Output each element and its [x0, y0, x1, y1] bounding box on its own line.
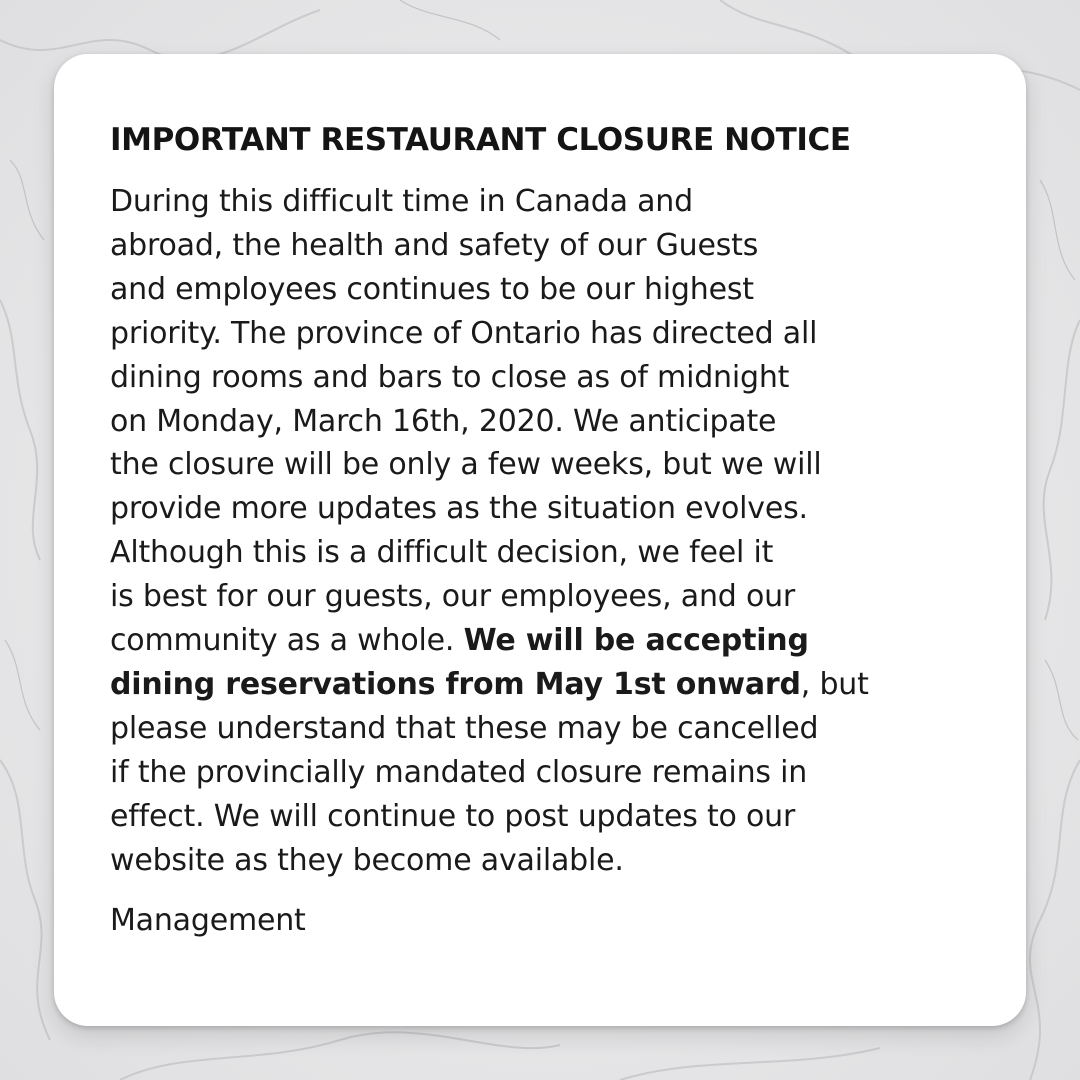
body-line: During this difficult time in Canada and	[110, 184, 693, 219]
body-line: the closure will be only a few weeks, but we will	[110, 447, 822, 483]
reservation-highlight: We will be accepting	[463, 623, 809, 659]
body-line: abroad, the health and safety of our Guests	[110, 227, 759, 263]
body-line-mixed	[110, 619, 970, 663]
body-line: if the provincially mandated closure remains in	[110, 754, 808, 790]
body-line-mixed	[110, 663, 970, 707]
notice-card	[54, 54, 1026, 1026]
body-line: on Monday, March 16th, 2020. We anticipate	[110, 403, 777, 439]
body-text: , but	[800, 666, 869, 702]
body-line: priority. The province of Ontario has directed all	[110, 315, 818, 351]
reservation-highlight: dining reservations from May 1st onward	[110, 666, 801, 702]
notice-title: IMPORTANT RESTAURANT CLOSURE NOTICE	[110, 122, 851, 158]
body-line: provide more updates as the situation evolves.	[110, 491, 808, 527]
body-line: website as they become available.	[110, 842, 624, 878]
body-line: dining rooms and bars to close as of midnight	[110, 359, 790, 395]
body-line: Although this is a difficult decision, we feel it	[110, 535, 774, 571]
body-line: and employees continues to be our highest	[110, 271, 754, 307]
body-line: effect. We will continue to post updates to our	[110, 798, 796, 834]
body-line: is best for our guests, our employees, and our	[110, 579, 796, 615]
body-line: please understand that these may be cancelled	[110, 710, 819, 746]
notice-body	[110, 180, 970, 883]
signature: Management	[110, 902, 306, 938]
body-text: community as a whole.	[110, 623, 464, 659]
